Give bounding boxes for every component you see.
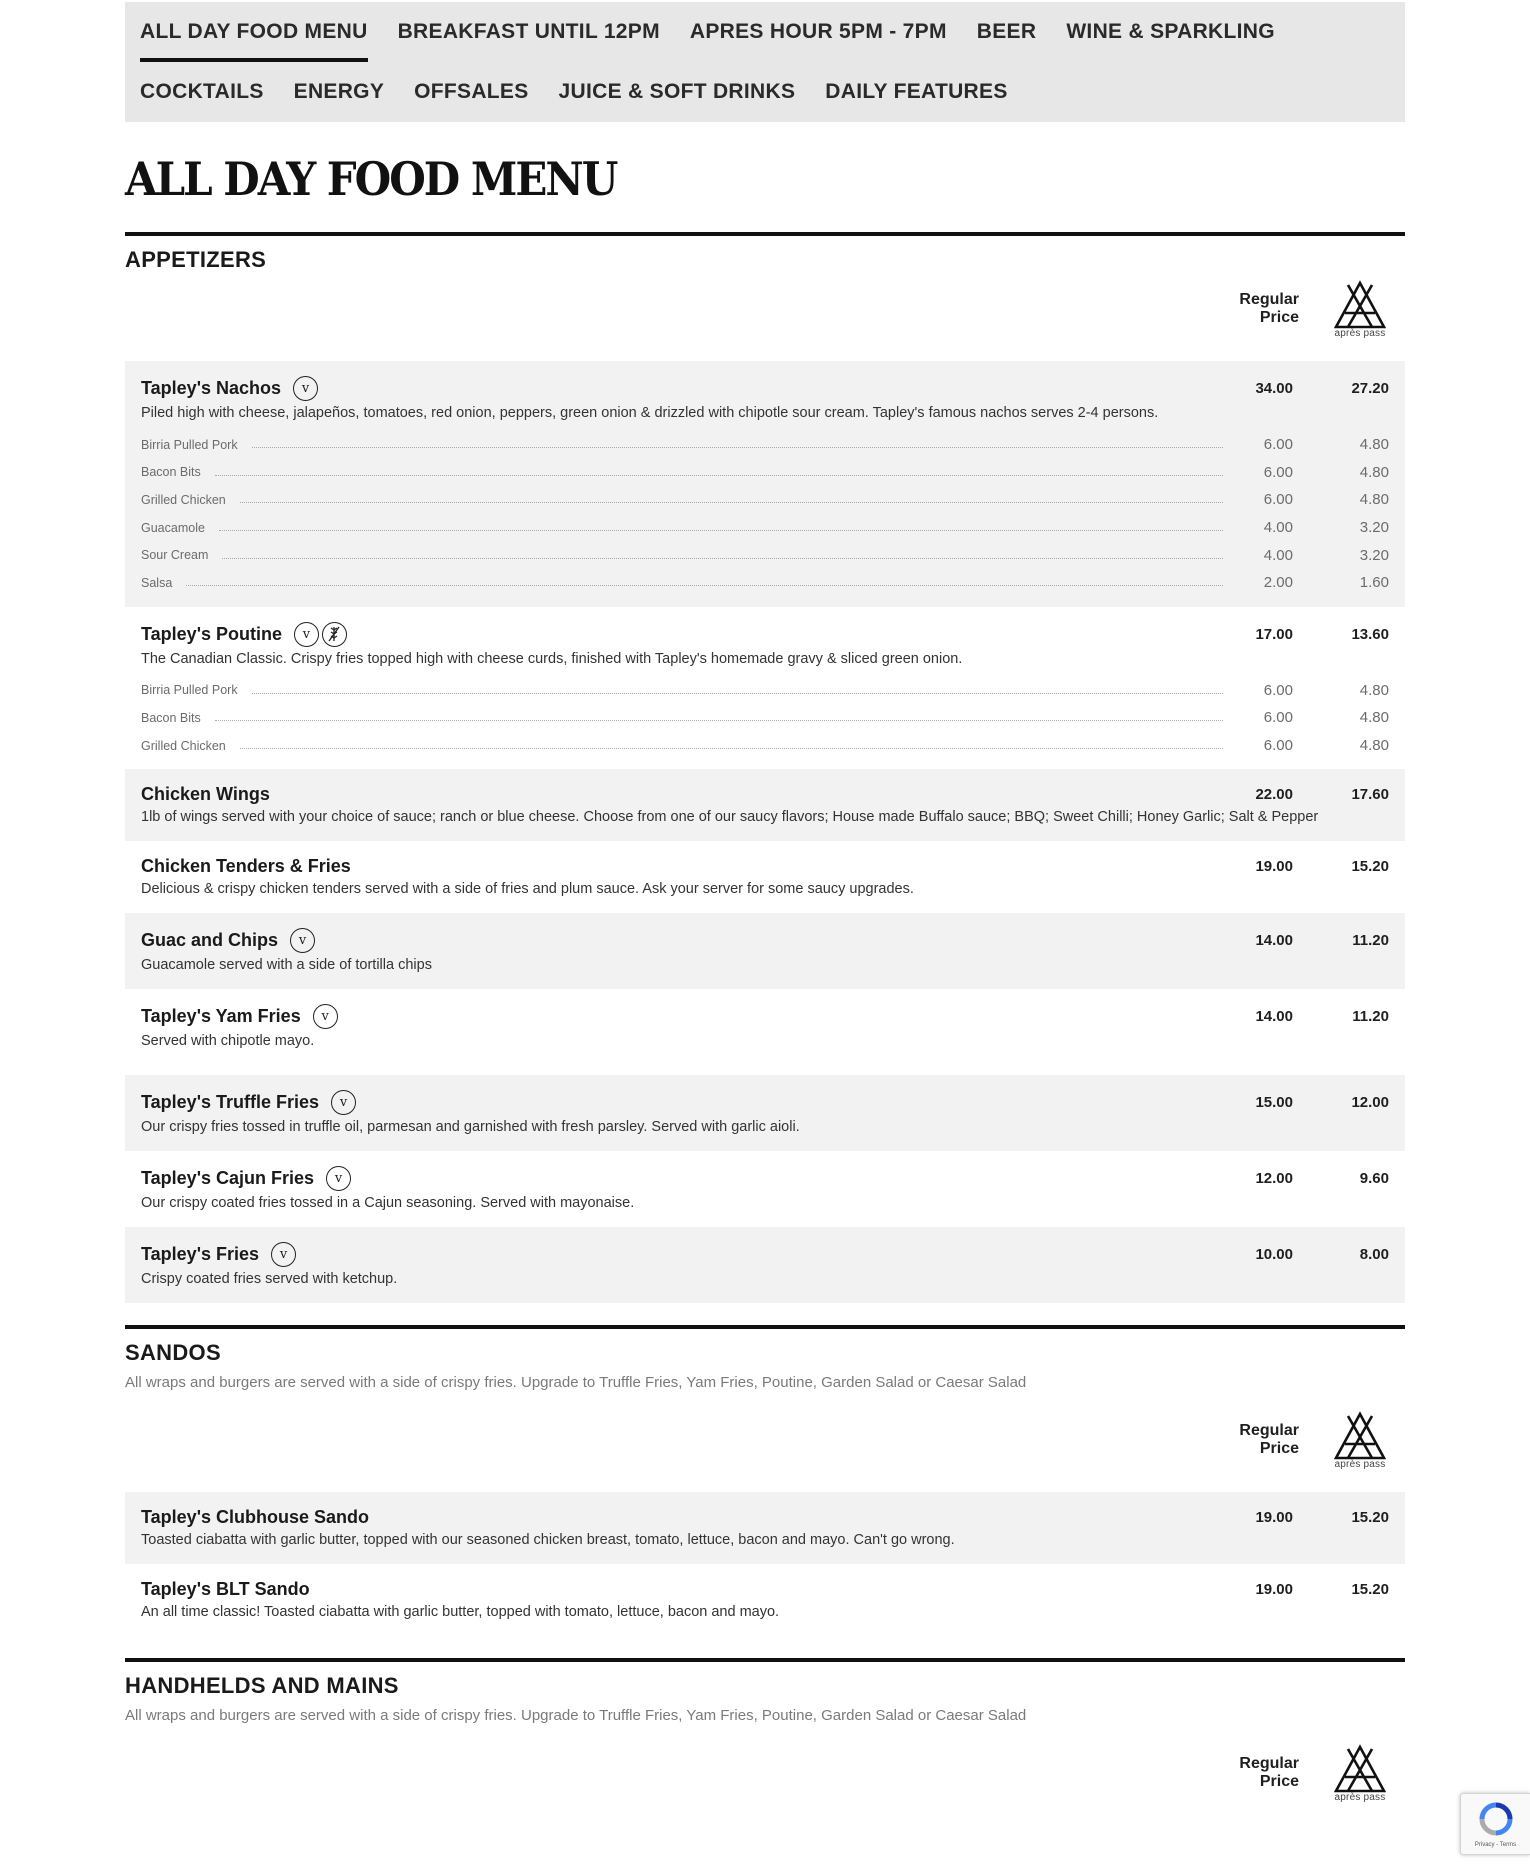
menu-item [125,989,1405,1075]
menu-sections [125,232,1405,1811]
menu-item-header [141,376,1389,401]
section-title: SANDOS [125,1340,221,1366]
menu-item [125,1151,1405,1227]
addon-price: 6.00 [1263,436,1293,454]
dot-leader [240,502,1223,503]
menu-item [125,841,1405,913]
tab-apres-hour-5pm-7pm[interactable]: APRES HOUR 5PM - 7PM [689,20,947,43]
tab-wine-sparkling[interactable]: WINE & SPARKLING [1066,20,1275,43]
menu-item-description: Piled high with cheese, jalapeños, tomatoes, red onion, peppers, green onion & drizzled with chipotle sour cream. Tapley's famous nachos serves 2-4 persons. [141,405,1159,421]
apres-pass-logo-text: après pass [1334,1791,1386,1803]
pass-price: 17.60 [1351,786,1389,804]
menu-item-description: The Canadian Classic. Crispy fries topped high with cheese curds, finished with Tapley's homemade gravy & sliced green onion. [141,650,963,667]
section-note: All wraps and burgers are served with a side of crispy fries. Upgrade to Truffle Fries, Yam Fries, Poutine, Garden Salad or Caesar Salad [125,1374,1027,1392]
menu-item-name: Tapley's Truffle Fries [141,1092,320,1113]
section-title: HANDHELDS AND MAINS [125,1673,399,1699]
menu-item-name: Chicken Wings [141,784,270,805]
menu-item [125,361,1405,607]
vegetarian-icon: v [293,376,318,401]
menu-item-header [141,1090,1389,1115]
regular-price: 14.00 [1255,1008,1293,1026]
menu-item-name: Tapley's Nachos [141,378,282,398]
pass-price: 11.20 [1352,1008,1389,1026]
menu-item-description: Delicious & crispy chicken tenders served with a side of fries and plum sauce. Ask your server for some saucy upgrades. [141,881,914,898]
addon-list [141,677,1389,760]
menu-item-name: Tapley's Fries [141,1244,260,1265]
menu-item-name: Tapley's BLT Sando [141,1579,310,1600]
addon-price: 6.00 [1263,491,1293,509]
addon-row [141,569,1389,597]
tab-beer[interactable]: BEER [976,20,1037,43]
regular-price-label: Regular Price [1239,291,1299,326]
tab-daily-features[interactable]: DAILY FEATURES [825,80,1008,103]
price-header [125,1402,1405,1478]
addon-price: 6.00 [1263,709,1293,727]
menu-item-header [141,1004,1389,1029]
section-note: All wraps and burgers are served with a side of crispy fries. Upgrade to Truffle Fries, Yam Fries, Poutine, Garden Salad or Caesar Salad [125,1707,1027,1725]
menu-item-description: Guacamole served with a side of tortilla chips [141,957,432,974]
menu-item-name: Tapley's Clubhouse Sando [141,1507,369,1528]
addon-pass-price: 4.80 [1359,737,1389,755]
addon-pass-price: 3.20 [1359,519,1389,537]
tab-juice-soft-drinks[interactable]: JUICE & SOFT DRINKS [558,80,796,103]
menu-item-name: Tapley's Poutine [141,623,282,644]
recaptcha-links[interactable]: Privacy - Terms [1474,1842,1517,1848]
apres-pass-logo-text: après pass [1334,1458,1386,1470]
gluten-free-icon [322,622,347,647]
addon-name: Guacamole [141,520,205,535]
addon-name: Birria Pulled Pork [141,437,238,452]
regular-price: 14.00 [1255,932,1293,950]
apres-pass-logo-icon [1331,280,1389,330]
menu-item-header [141,1242,1389,1267]
addon-price: 4.00 [1263,519,1293,537]
vegetarian-icon: v [271,1242,296,1267]
menu-item-name: Tapley's Yam Fries [141,1006,301,1027]
menu-item [125,769,1405,841]
regular-price: 19.00 [1255,1581,1293,1599]
menu-item [125,1564,1405,1636]
addon-pass-price: 4.80 [1359,436,1389,454]
apres-pass-logo-text: après pass [1334,327,1386,339]
dot-leader [240,748,1223,749]
section-appetizers [125,232,1405,1303]
regular-price: 12.00 [1255,1170,1293,1188]
tab-all-day-food-menu[interactable]: ALL DAY FOOD MENU [140,2,368,62]
pass-price: 11.20 [1352,932,1389,950]
addon-name: Sour Cream [141,548,209,563]
vegetarian-icon: v [326,1166,351,1191]
menu-item-description: 1lb of wings served with your choice of sauce; ranch or blue cheese. Choose from one of our saucy flavors; House made Buffalo sauce; BBQ; Sweet Chilli; Honey Garlic; Salt & Pepper [141,809,1319,826]
apres-pass-logo-icon [1331,1411,1389,1461]
vegetarian-icon: v [313,1004,338,1029]
menu-tabs [125,2,1405,122]
pass-price: 15.20 [1351,1509,1389,1527]
section-sandos [125,1325,1405,1636]
menu-item-description: Our crispy fries tossed in truffle oil, parmesan and garnished with fresh parsley. Served with garlic aioli. [141,1119,800,1136]
addon-name: Bacon Bits [141,465,201,480]
regular-price-label: Regular Price [1239,1422,1299,1458]
menu-item [125,607,1405,770]
pass-price: 15.20 [1351,1581,1389,1599]
dot-leader [252,447,1223,448]
addon-row [141,732,1389,760]
dot-leader [219,530,1223,531]
addon-row [141,431,1389,459]
tab-offsales[interactable]: OFFSALES [414,80,529,103]
tab-breakfast-until-12pm[interactable]: BREAKFAST UNTIL 12PM [397,20,660,43]
price-header [125,1735,1405,1811]
addon-price: 4.00 [1263,546,1293,564]
recaptcha-badge[interactable] [1460,1793,1530,1855]
menu-item-header [141,1579,1389,1600]
addon-row [141,541,1389,569]
addon-pass-price: 4.80 [1359,681,1389,699]
addon-price: 2.00 [1263,574,1293,592]
apres-pass-logo [1329,1744,1391,1803]
apres-pass-logo-icon [1331,1744,1389,1794]
menu-item-header [141,856,1389,877]
addon-name: Birria Pulled Pork [141,683,238,698]
regular-price-label: Regular Price [1239,1755,1299,1791]
menu-item [125,1227,1405,1303]
recaptcha-icon [1478,1801,1514,1837]
regular-price: 15.00 [1255,1094,1293,1112]
menu-item [125,1492,1405,1564]
addon-price: 6.00 [1263,737,1293,755]
pass-price: 8.00 [1359,1246,1389,1264]
addon-name: Grilled Chicken [141,492,226,507]
addon-row [141,459,1389,487]
addon-price: 6.00 [1263,681,1293,699]
dot-leader [215,720,1223,721]
regular-price: 22.00 [1255,786,1293,804]
addon-pass-price: 4.80 [1359,491,1389,509]
menu-item-name: Tapley's Cajun Fries [141,1168,315,1189]
menu-item-header [141,622,1389,647]
dot-leader [186,585,1223,586]
dot-leader [222,558,1223,559]
menu-item-description: Our crispy coated fries tossed in a Cajun seasoning. Served with mayonaise. [141,1195,635,1212]
menu-item-header [141,928,1389,953]
menu-item-header [141,1507,1389,1528]
menu-item [125,1075,1405,1151]
regular-price: 17.00 [1255,625,1293,643]
menu-item-name: Guac and Chips [141,930,279,951]
pass-price: 15.20 [1351,858,1389,876]
vegetarian-icon: v [294,622,319,647]
addon-row [141,677,1389,705]
addon-pass-price: 4.80 [1359,463,1389,481]
vegetarian-icon: v [290,928,315,953]
pass-price: 9.60 [1359,1170,1389,1188]
pass-price: 27.20 [1351,380,1389,397]
menu-item-description: Toasted ciabatta with garlic butter, topped with our seasoned chicken breast, tomato, lettuce, bacon and mayo. Can't go wrong. [141,1532,955,1549]
regular-price: 34.00 [1255,380,1293,397]
menu-item-header [141,784,1389,805]
section-handhelds-and-mains [125,1658,1405,1811]
addon-list [141,431,1389,597]
addon-name: Bacon Bits [141,710,201,725]
regular-price: 19.00 [1255,1509,1293,1527]
tab-cocktails[interactable]: COCKTAILS [140,80,264,103]
apres-pass-logo [1329,1411,1391,1470]
regular-price: 19.00 [1255,858,1293,876]
menu-item-description: An all time classic! Toasted ciabatta with garlic butter, topped with tomato, lettuce, bacon and mayo. [141,1604,780,1621]
addon-pass-price: 1.60 [1359,574,1389,592]
page-title: ALL DAY FOOD MENU [125,153,617,206]
menu-item-header [141,1166,1389,1191]
addon-name: Salsa [141,575,173,590]
menu-item [125,913,1405,989]
addon-row [141,486,1389,514]
menu-item-name: Chicken Tenders & Fries [141,856,351,877]
regular-price: 10.00 [1255,1246,1293,1264]
pass-price: 13.60 [1351,625,1389,643]
apres-pass-logo [1329,280,1391,339]
addon-pass-price: 3.20 [1359,546,1389,564]
dot-leader [252,693,1223,694]
menu-container [125,0,1405,1825]
addon-row [141,704,1389,732]
vegetarian-icon: v [331,1090,356,1115]
menu-item-description: Crispy coated fries served with ketchup. [141,1271,398,1288]
pass-price: 12.00 [1351,1094,1389,1112]
addon-price: 6.00 [1263,463,1293,481]
dot-leader [215,475,1223,476]
section-title: APPETIZERS [125,247,267,272]
addon-row [141,514,1389,542]
addon-pass-price: 4.80 [1359,709,1389,727]
tab-energy[interactable]: ENERGY [293,80,385,103]
price-header [125,271,1405,347]
addon-name: Grilled Chicken [141,738,226,753]
menu-item-description: Served with chipotle mayo. [141,1033,315,1050]
